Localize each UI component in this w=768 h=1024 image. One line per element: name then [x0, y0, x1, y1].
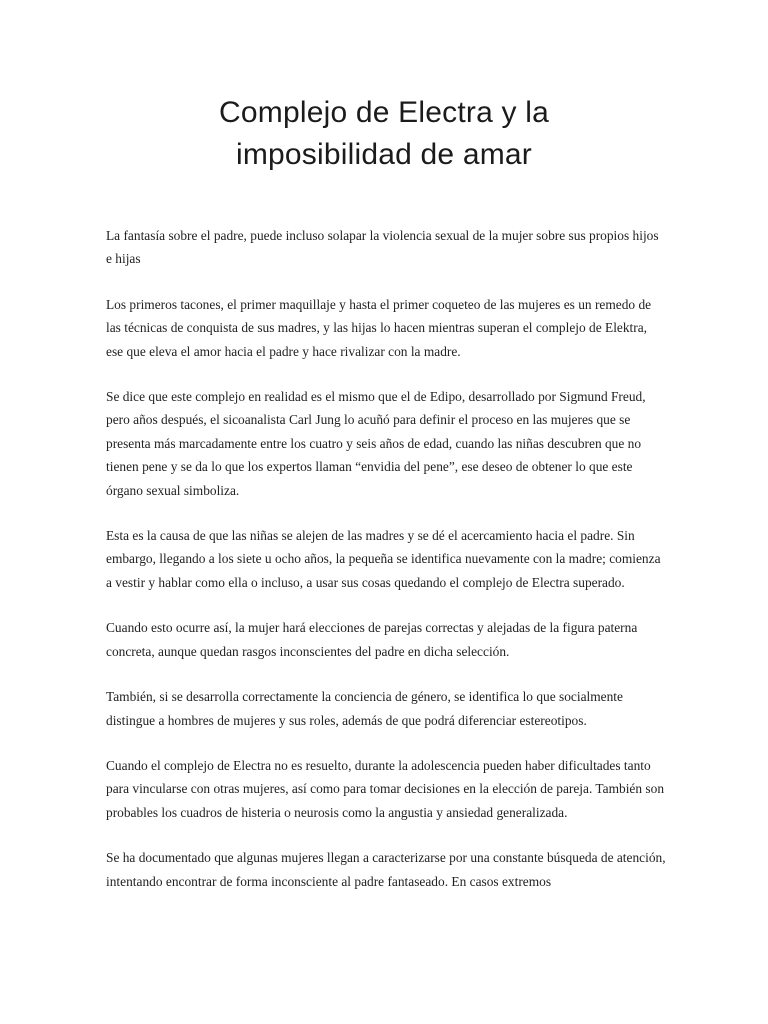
- paragraph: Los primeros tacones, el primer maquillaje y hasta el primer coqueteo de las mujeres es un remedo de las técnicas de conquista de sus madres, y las hijas lo hacen mientras superan el complejo de Elektra, ese que eleva el amor hacia el padre y hace rivalizar con la madre.: [106, 296, 652, 359]
- paragraph: Se ha documentado que algunas mujeres llegan a caracterizarse por una constante búsqueda de atención, intentando encontrar de forma inconsciente al padre fantaseado. En casos extremos: [106, 850, 666, 889]
- paragraph: También, si se desarrolla correctamente la conciencia de género, se identifica lo que socialmente distingue a hombres de mujeres y sus roles, además de que podrá diferenciar estereotipos.: [106, 689, 623, 728]
- title-line: Complejo de Electra y la: [219, 96, 549, 129]
- paragraph: Cuando esto ocurre así, la mujer hará elecciones de parejas correctas y alejadas de la figura paterna concreta, aunque quedan rasgos inconscientes del padre en dicha selección.: [106, 620, 638, 659]
- paragraph: Cuando el complejo de Electra no es resuelto, durante la adolescencia pueden haber dificultades tanto para vincularse con otras mujeres, así como para tomar decisiones en la elección de pareja. También son probables los cuadros de histeria o neurosis como la angustia y ansiedad generalizada.: [106, 757, 665, 820]
- paragraph: Se dice que este complejo en realidad es el mismo que el de Edipo, desarrollado por Sigmund Freud, pero años después, el sicoanalista Carl Jung lo acuñó para definir el proceso en las mujeres que se presenta más marcadamente entre los cuatro y seis años de edad, cuando las niñas descubren que no tienen pene y se da lo que los expertos llaman “envidia del pene”, ese deseo de obtener lo que este órgano sexual simboliza.: [106, 389, 646, 498]
- article-body: [106, 224, 666, 915]
- title-line: imposibilidad de amar: [235, 138, 532, 171]
- paragraph: La fantasía sobre el padre, puede incluso solapar la violencia sexual de la mujer sobre sus propios hijos e hijas: [106, 228, 659, 267]
- paragraph: Esta es la causa de que las niñas se alejen de las madres y se dé el acercamiento hacia el padre. Sin embargo, llegando a los siete u ocho años, la pequeña se identifica nuevamente con la madre; comienza a vestir y hablar como ella o incluso, a usar sus cosas quedando el complejo de Electra superado.: [106, 528, 661, 590]
- page-title: [100, 92, 668, 176]
